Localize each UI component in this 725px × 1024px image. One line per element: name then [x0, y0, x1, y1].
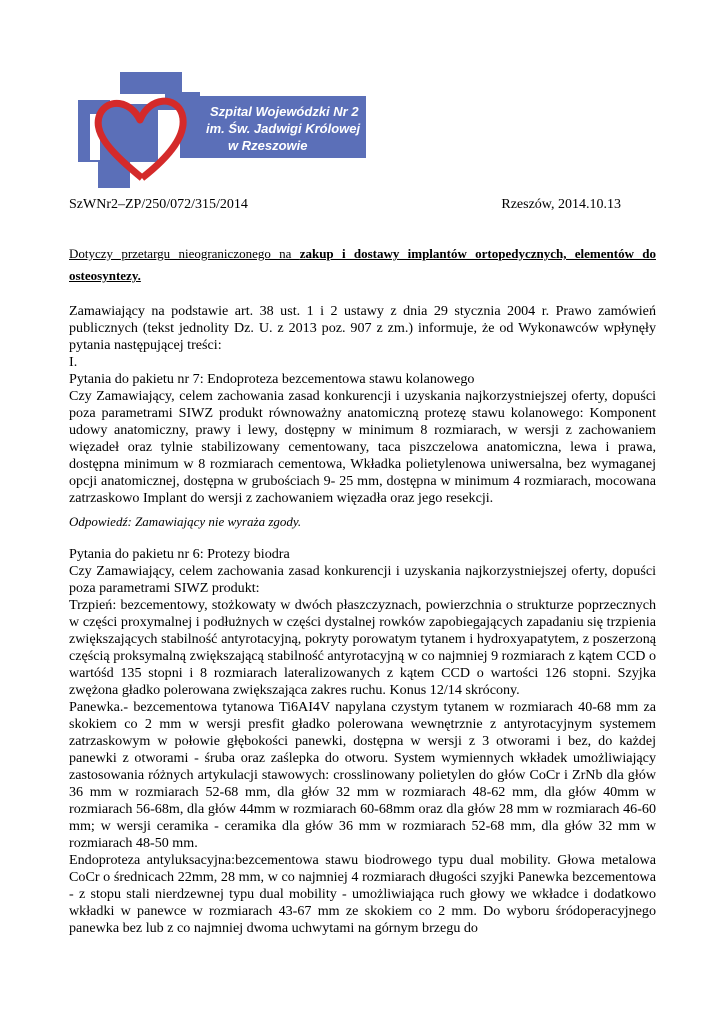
- logo-line-2: im. Św. Jadwigi Królowej: [206, 121, 361, 136]
- question-2-cup: Panewka.- bezcementowa tytanowa Ti6AI4V napylana czystym tytanem w rozmiarach 40-68 mm za skokiem co 2 mm w wersji presfit gładko polerowana wewnętrznie z antyrotacyjnym systemem zatrzaskowym w połowie głębokości panewki, dostępna w wersji z 3 otworami i bez, do każdej panewki z otworami - śruba oraz zaślepka do otworu. System wymiennych wkładek umożliwiający zastosowania różnych artykulacji stawowych: crosslinowany polietylen do głów CoCr i ZrNb dla głów 36 mm w rozmiarach 52-68 mm, dla głów 32 mm w rozmiarach 48-62 mm, dla głów 40mm w rozmiarach 56-68m, dla głów 44mm w rozmiarach 60-68mm oraz dla głów 28 mm w rozmiarach 46-60 mm; w wersji ceramika - ceramika dla głów 36 mm w rozmiarach 52-68 mm, dla głów 32 mm w rozmiarach 48-50 mm.: [69, 699, 656, 851]
- spacer: [69, 530, 656, 546]
- question-2-title: Pytania do pakietu nr 6: Protezy biodra: [69, 546, 290, 562]
- document-date: Rzeszów, 2014.10.13: [501, 197, 621, 212]
- logo-line-1: Szpital Wojewódzki Nr 2: [210, 104, 359, 119]
- subject-line: [69, 243, 656, 265]
- intro-paragraph: Zamawiający na podstawie art. 38 ust. 1 i 2 ustawy z dnia 29 stycznia 2004 r. Prawo zamówień publicznych (tekst jednolity Dz. U. z 2013 poz. 907 z zm.) informuje, że od Wykonawców wpłynęły pytania następującej treści:: [69, 303, 656, 353]
- subject-bold: zakup i dostawy implantów ortopedycznych, elementów do: [299, 246, 656, 261]
- question-2-dual: Endoproteza antyluksacyjna:bezcementowa stawu biodrowego typu dual mobility. Głowa metalowa CoCr o średnicach 22mm, 28 mm, w co najmniej 4 rozmiarach długości szyjki Panewka bezcementowa - z stopu stali nierdzewnej typu dual mobility - umożliwiająca ruch głowy we wkładce i dodatkowo wkładki w panewce w rozmiarach 43-67 mm ze skokiem co 2 mm. Do wyboru śródoperacyjnego panewka bez lub z co najmniej dwoma uchwytami na górnym brzegu do: [69, 852, 656, 936]
- question-2-stem: Trzpień: bezcementowy, stożkowaty w dwóch płaszczyznach, powierzchnia o strukturze poprzecznych w części proxymalnej i podłużnych w części dystalnej rowków zapobiegających zapadaniu się trzpienia zwiększających stabilność antyrotacyjną, pokryty porowatym tytanem i hydroxyapatytem, z poszerzoną częścią proksymalną zwiększającą stabilność antyrotacyjną w co najmniej 9 rozmiarach z kątem CCD o wartóśd 135 stopni i 8 rozmiarach lateralizowanych z kątem CCD o wartości 126 stopni. Szyjka zwężona gładko polerowana zwiększająca zakres ruchu. Konus 12/14 skrócony.: [69, 597, 656, 698]
- document-reference: SzWNr2–ZP/250/072/315/2014: [69, 197, 248, 212]
- question-1-title: Pytania do pakietu nr 7: Endoproteza bezcementowa stawu kolanowego: [69, 371, 475, 387]
- logo-line-3: w Rzeszowie: [228, 138, 308, 153]
- question-1-answer: Odpowiedź: Zamawiający nie wyraża zgody.: [69, 514, 302, 529]
- section-number: I.: [69, 354, 78, 370]
- document-body: [69, 303, 656, 937]
- subject-prefix: Dotyczy przetargu nieograniczonego na: [69, 246, 300, 261]
- question-2-text: Czy Zamawiający, celem zachowania zasad konkurencji i uzyskania najkorzystniejszej oferty, dopuści poza parametrami SIWZ produkt:: [69, 563, 656, 596]
- hospital-logo: [70, 70, 370, 190]
- subject-line-2: osteosyntezy.: [69, 268, 141, 283]
- question-1-text: Czy Zamawiający, celem zachowania zasad konkurencji i uzyskania najkorzystniejszej oferty, dopuści poza parametrami SIWZ produkt równoważny anatomiczną protezę stawu kolanowego: Komponent udowy anatomiczny, prawy i lewy, dostępny w minimum 8 rozmiarach, w wersji z zachowaniem więzadeł oraz tylnie stabilizowany cementowany, taca piszczelowa anatomiczna, lewa i prawa, dostępna minimum w 8 rozmiarach cementowa, Wkładka polietylenowa uniwersalna, bez wymaganej opcji anatomicznej, dostępna w grubościach 9- 25 mm, dostępna w minimum 4 rozmiarach, mocowana zatrzaskowo Implant do wersji z zachowaniem więzadła oraz jego resekcji.: [69, 388, 656, 506]
